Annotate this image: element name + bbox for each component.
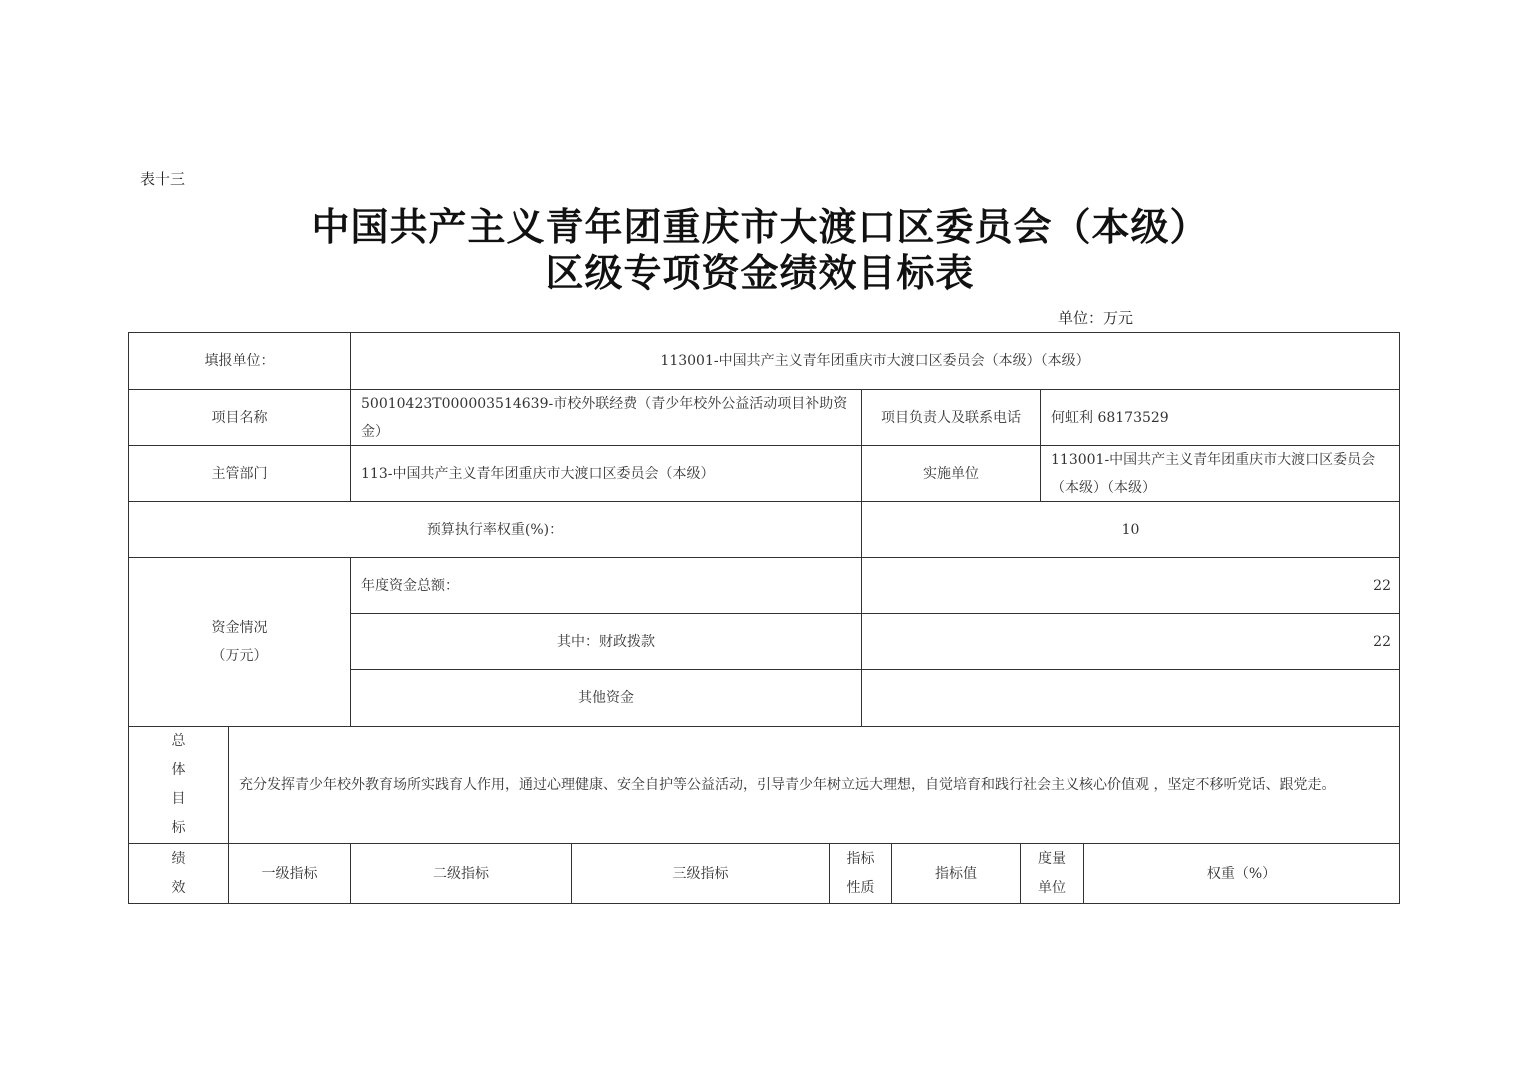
funds-label-cell (128, 557, 351, 727)
report-unit-value: 113001-中国共产主义青年团重庆市大渡口区委员会（本级）（本级） (350, 332, 1400, 390)
project-leader-label: 项目负责人及联系电话 (861, 389, 1041, 446)
performance-label (128, 843, 229, 904)
unit-label: 单位：万元 (1058, 309, 1134, 327)
impl-value: 113001-中国共产主义青年团重庆市大渡口区委员会（本级）（本级） (1040, 445, 1400, 502)
project-name-value: 50010423T000003514639-市校外联经费（青少年校外公益活动项目补助资金） (350, 389, 862, 446)
header-indicator-value: 指标值 (891, 843, 1021, 904)
performance-table (128, 332, 1400, 904)
other-funds-label: 其他资金 (350, 669, 862, 727)
header-weight: 权重（%） (1083, 843, 1400, 904)
project-leader-value: 何虹利 68173529 (1040, 389, 1400, 446)
annual-total-label: 年度资金总额： (350, 557, 862, 614)
funds-label: 资金情况 (211, 620, 268, 636)
overall-goal-label (128, 726, 229, 844)
page-title-line2: 区级专项资金绩效目标表 (545, 250, 975, 295)
dept-label: 主管部门 (128, 445, 351, 502)
header-measure-unit: 度量单位 (1020, 843, 1084, 904)
dept-value: 113-中国共产主义青年团重庆市大渡口区委员会（本级） (350, 445, 862, 502)
overall-goal-text: 充分发挥青少年校外教育场所实践育人作用，通过心理健康、安全自护等公益活动，引导青少年树立远大理想，自觉培育和践行社会主义核心价值观 ，坚定不移听党话、跟党走。 (228, 726, 1400, 844)
impl-label: 实施单位 (861, 445, 1041, 502)
fiscal-value: 22 (861, 613, 1400, 670)
header-level2-indicator: 二级指标 (350, 843, 572, 904)
perf-label-char: 绩 (171, 850, 186, 867)
funds-unit: （万元） (211, 648, 268, 664)
annual-total-value: 22 (861, 557, 1400, 614)
header-level3-indicator: 三级指标 (571, 843, 830, 904)
table-number-label: 表十三 (140, 170, 186, 188)
project-name-label: 项目名称 (128, 389, 351, 446)
goal-label-char: 标 (171, 820, 186, 836)
budget-rate-value: 10 (861, 501, 1400, 558)
header-indicator-nature: 指标性质 (829, 843, 892, 904)
other-funds-value (861, 669, 1400, 727)
goal-label-char: 体 (171, 762, 186, 778)
fiscal-label: 其中：财政拨款 (350, 613, 862, 670)
header-level1-indicator: 一级指标 (228, 843, 351, 904)
goal-label-char: 总 (171, 733, 186, 749)
budget-rate-label: 预算执行率权重(%)： (128, 501, 862, 558)
perf-label-char: 效 (171, 879, 186, 896)
report-unit-label: 填报单位： (128, 332, 351, 390)
page-title-line1: 中国共产主义青年团重庆市大渡口区委员会（本级） (311, 204, 1209, 249)
goal-label-char: 目 (171, 791, 186, 807)
